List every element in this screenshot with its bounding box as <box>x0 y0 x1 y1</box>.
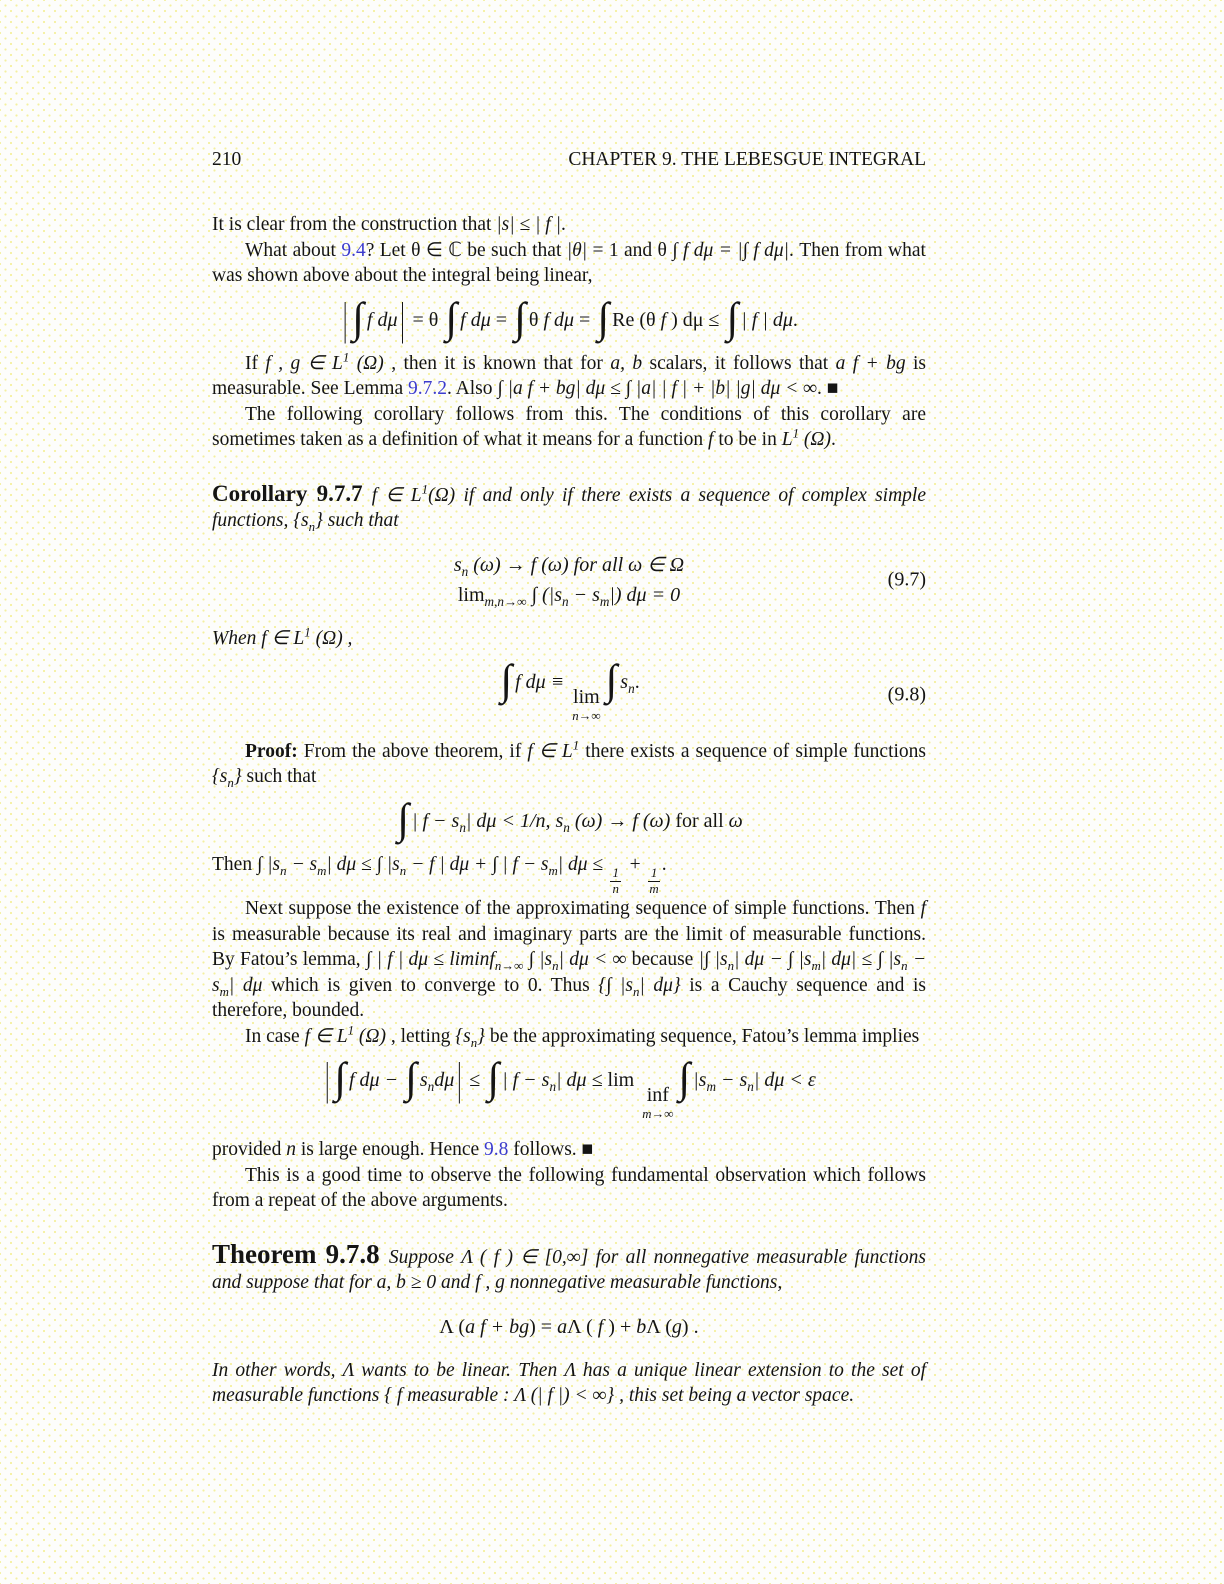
text-run: The following corollary follows from this. The conditions of this corollary are sometimes taken as a definition of what it means for a function <box>212 403 926 450</box>
ref-link-9.7.2[interactable]: 9.7.2 <box>408 378 447 399</box>
text-run: ? Let θ ∈ ℂ be such that <box>365 239 567 261</box>
text-run: ∫ |s <box>523 949 553 971</box>
text-run: lim <box>607 1069 640 1092</box>
text-run: } <box>233 766 242 788</box>
paragraph <box>212 1137 926 1163</box>
text-run: From the above theorem, if <box>303 740 528 762</box>
text-run: {∫ |s <box>598 974 633 996</box>
text-run: |θ| <box>566 239 593 261</box>
text-run: a, b <box>610 352 643 374</box>
text-run: . <box>830 429 836 450</box>
text-run: ∫ | f | dμ ≤ liminf <box>365 949 495 971</box>
text-run: (Ω) if and only if there exists a sequence of complex simple functions, {s <box>212 484 926 531</box>
text-run: | f − s <box>502 1069 550 1092</box>
norm-bar: | <box>400 294 405 345</box>
text-run: , letting <box>385 1025 456 1047</box>
text-run: f <box>660 308 672 331</box>
text-run: Theorem 9.7.8 <box>212 1238 389 1269</box>
equation-content <box>322 1055 816 1122</box>
text-run: dμ <box>434 1069 455 1092</box>
page-content <box>212 212 926 1409</box>
text-run: Suppose <box>388 1246 462 1268</box>
text-run: Λ ( <box>646 1315 672 1338</box>
text-run: be the approximating sequence, Fatou’s lemma implies <box>484 1025 920 1047</box>
text-run: ) . <box>681 1315 699 1338</box>
text-run: (ω) → f (ω) for all ω ∈ Ω <box>468 553 685 576</box>
limit-bound: m→∞ <box>642 1107 674 1122</box>
ref-link-9.8[interactable]: 9.8 <box>484 1139 509 1161</box>
text-run: s <box>453 553 462 576</box>
text-run: m <box>599 593 610 609</box>
text-run: ∫ |s <box>256 853 281 875</box>
text-run: |s| ≤ | f | <box>496 214 561 235</box>
text-run: ≤ <box>464 1069 486 1092</box>
text-run: When f ∈ L <box>212 627 305 649</box>
text-run: Λ ( <box>439 1315 466 1338</box>
text-run: a <box>557 1315 568 1338</box>
denominator: n <box>612 881 619 896</box>
text-run: n→∞ <box>494 959 524 974</box>
text-run: 1 <box>792 426 799 441</box>
text-run: | f − s <box>411 809 460 832</box>
numerator: 1 <box>648 866 659 882</box>
limit-operator <box>642 1085 673 1121</box>
text-run: |) dμ = 0 <box>609 583 681 606</box>
equation-content <box>454 550 684 610</box>
paragraph <box>212 1024 926 1050</box>
text-run: f ∈ L <box>371 484 422 506</box>
text-run: n <box>227 776 234 791</box>
text-run: . <box>560 214 566 235</box>
text-run: f dμ <box>543 308 575 331</box>
paragraph <box>212 626 926 652</box>
text-run: (Ω) , <box>310 627 353 649</box>
text-run: n <box>470 1035 478 1050</box>
text-run: |s <box>693 1069 707 1092</box>
text-run: f dμ <box>366 308 398 331</box>
text-run: } such that <box>315 510 399 531</box>
text-run: f <box>920 898 926 920</box>
text-run: Then <box>212 853 257 875</box>
text-run: 1 <box>572 738 580 753</box>
text-run: | dμ} <box>639 974 681 996</box>
text-run: = <box>490 308 513 331</box>
text-run: is measurable. See Lemma <box>212 352 927 399</box>
paragraph <box>212 896 926 1024</box>
display-equation <box>212 1055 926 1122</box>
text-run: s <box>620 671 629 693</box>
text-run: ) = <box>529 1315 558 1338</box>
fraction <box>648 866 659 897</box>
text-run: . <box>661 853 667 875</box>
paragraph <box>212 481 926 534</box>
text-run: n <box>632 984 640 999</box>
paragraph <box>212 852 926 897</box>
text-run: lim <box>457 583 485 606</box>
text-run: m <box>317 863 327 878</box>
text-run: | dμ ≤ ∫ |s <box>326 853 400 875</box>
text-run: f dμ ≡ <box>515 671 570 693</box>
text-run: In other words, Λ wants to be linear. Then Λ has a unique linear extension to the set of measurable functions { f measurable : Λ (| f |) < ∞} , this set being a vector space. <box>212 1359 926 1407</box>
text-run: because <box>626 949 699 971</box>
text-run: This is a good time to observe the following fundamental observation which follows from a repeat of the above arguments. <box>212 1164 926 1212</box>
equation-line: ∫ f dμ ≡ lim n→∞ ∫ $s_n$. <box>500 657 640 723</box>
text-run: n <box>399 863 407 878</box>
text-run: | dμ < 1/n, s <box>465 809 564 832</box>
display-equation <box>212 550 926 610</box>
text-run: n <box>461 563 469 579</box>
text-run: m <box>811 959 821 974</box>
equation-line: | ∫ f dμ − ∫ $s_nd\mu$ | ≤ ∫ | $f - s_n|$ dμ ≤ lim inf m→∞ ∫ $|s_m - s_n|$ dμ < ε <box>322 1065 816 1121</box>
text-run: . <box>792 308 798 331</box>
text-run: a f + bg <box>465 1315 530 1338</box>
text-run: f <box>592 1315 609 1338</box>
text-run: = 1 and θ <box>592 239 673 261</box>
equation-line: | ∫ f dμ | = θ ∫ f dμ = ∫ θ f dμ = ∫ Re (θ f ) dμ ≤ ∫ | f | dμ. <box>340 305 798 335</box>
text-run: | dμ ≤ <box>556 1069 608 1092</box>
text-run: | dμ < ∞ <box>558 949 627 971</box>
text-run: to be in <box>713 429 782 450</box>
text-run: − s <box>212 949 926 996</box>
display-equation <box>212 795 926 843</box>
text-run: {s <box>455 1025 471 1047</box>
text-run: (Ω) <box>799 429 831 450</box>
equation-content <box>395 795 743 843</box>
text-run: . Also <box>447 378 498 399</box>
equation-content <box>439 1312 698 1342</box>
text-run: (Ω) <box>349 352 384 374</box>
fraction <box>610 866 621 897</box>
text-run: ) + <box>608 1315 637 1338</box>
text-run: | dμ − ∫ |s <box>734 949 812 971</box>
text-run: for all <box>675 809 729 832</box>
text-run: , then it is known that for <box>383 352 611 374</box>
paragraph <box>212 402 926 453</box>
text-run: Next suppose the existence of the approximating sequence of simple functions. Then <box>245 898 921 920</box>
text-run: 1 <box>347 1023 354 1038</box>
text-run: ∫ |a f + bg| dμ ≤ ∫ |a| | f | + |b| |g| dμ < ∞ <box>497 378 818 399</box>
text-run: | dμ <box>228 974 263 996</box>
paragraph <box>212 1238 926 1296</box>
text-run: n <box>286 1139 296 1161</box>
text-run: for all nonnegative measurable functions and suppose that for a, b ≥ 0 and f , g nonnegative measurable functions, <box>212 1246 926 1294</box>
limit-operator <box>572 687 600 723</box>
text-run: n <box>747 1079 754 1095</box>
text-run: m,n→∞ <box>484 593 527 609</box>
text-run: follows. ■ <box>508 1139 594 1161</box>
text-run: − s <box>715 1069 748 1092</box>
text-run: | dμ| ≤ ∫ |s <box>820 949 902 971</box>
text-run: n <box>561 593 569 609</box>
text-run: {s <box>212 766 228 788</box>
text-run: ω <box>728 809 743 832</box>
paragraph <box>212 1358 926 1409</box>
text-run: b <box>636 1315 647 1338</box>
text-run: Corollary 9.7.7 <box>212 480 372 506</box>
text-run: (Ω) <box>354 1025 386 1047</box>
text-run: Proof: <box>245 740 304 762</box>
text-run: Λ ( f ) ∈ [0,∞] <box>461 1246 589 1268</box>
denominator: m <box>649 881 659 896</box>
text-run: f dμ − <box>349 1069 404 1092</box>
text-run: θ <box>528 308 544 331</box>
text-run: . <box>634 671 640 693</box>
text-run: ∫ (|s <box>526 583 562 606</box>
text-run: there exists a sequence of simple functions <box>579 740 926 762</box>
text-run: ) dμ ≤ <box>671 308 725 331</box>
text-run: n <box>427 1079 435 1095</box>
text-run: In case <box>245 1025 305 1047</box>
equation-line: ∫ | $f - s_n|$ dμ < 1/n, $s_n$ (ω) → f (ω) for all ω <box>397 795 743 843</box>
limit-word: lim <box>573 686 600 708</box>
ref-link-9.4[interactable]: 9.4 <box>341 239 366 261</box>
chapter-title: CHAPTER 9. THE LEBESGUE INTEGRAL <box>568 149 926 170</box>
text-run: n <box>459 819 466 835</box>
text-run: such that <box>241 766 317 788</box>
text-run: Re (θ <box>612 308 661 331</box>
text-run: provided <box>212 1139 287 1161</box>
text-run: f dμ <box>460 308 491 331</box>
text-run: 1 <box>342 350 350 364</box>
page-number: 210 <box>212 149 242 170</box>
text-run: n <box>901 959 908 974</box>
equation-number: (9.7) <box>887 567 926 590</box>
text-run: It is clear from the construction that <box>212 214 497 235</box>
text-run: m <box>219 984 229 999</box>
text-run: = θ <box>407 308 444 331</box>
text-run: g <box>671 1315 682 1338</box>
paragraph <box>212 351 926 402</box>
text-run: n <box>628 681 635 696</box>
text-run: m <box>706 1079 716 1095</box>
paragraph <box>212 212 926 238</box>
text-run: | dμ ≤ <box>557 853 608 875</box>
norm-bar: | <box>325 1055 330 1106</box>
paragraph <box>212 739 926 790</box>
text-run: 1 <box>304 625 311 639</box>
text-run: . Then from what was shown above about the integral being linear, <box>212 239 926 286</box>
text-run: f , g ∈ L <box>265 352 343 374</box>
text-run: a f + bg <box>835 352 906 374</box>
equation-content <box>498 657 640 723</box>
text-run: (ω) → f (ω) <box>569 809 676 832</box>
norm-bar: | <box>457 1055 462 1106</box>
text-run: L <box>781 429 793 450</box>
text-run: = <box>574 308 596 331</box>
text-run: Λ ( <box>567 1315 593 1338</box>
text-run: f ∈ L <box>304 1025 348 1047</box>
text-run: n <box>552 959 559 974</box>
text-run: f ∈ L <box>527 740 573 762</box>
text-run: n <box>727 959 734 974</box>
equation-line <box>439 1312 698 1342</box>
text-run: − s <box>286 853 318 875</box>
text-run: 1 <box>421 482 429 496</box>
text-run: f <box>708 429 714 450</box>
text-run: scalars, it follows that <box>642 352 836 374</box>
display-equation <box>212 657 926 723</box>
display-equation <box>212 1312 926 1342</box>
text-run: − f | dμ + ∫ | f − s <box>406 853 549 875</box>
document-body <box>212 148 926 1409</box>
text-run: n <box>549 1079 557 1095</box>
paragraph <box>212 238 926 289</box>
text-run: is a Cauchy sequence and is therefore, bounded. <box>212 974 926 1022</box>
text-run: What about <box>245 239 342 261</box>
text-run: which is given to converge to 0. Thus <box>262 974 599 996</box>
numerator: 1 <box>610 866 621 882</box>
text-run: is measurable because its real and imaginary parts are the limit of measurable functions. By Fatou’s lemma, <box>212 923 926 971</box>
text-run: If <box>245 352 266 374</box>
text-run: | dμ < ε <box>753 1069 816 1092</box>
limit-bound: n→∞ <box>572 709 601 723</box>
text-run: n <box>563 819 570 835</box>
equation-number: (9.8) <box>887 683 926 706</box>
text-run: s <box>419 1069 428 1092</box>
paragraph <box>212 1163 926 1214</box>
text-run: − s <box>568 583 600 606</box>
text-run: n <box>308 519 316 534</box>
text-run: n <box>280 863 287 878</box>
display-equation <box>212 294 926 345</box>
text-run: | f | dμ <box>741 308 793 331</box>
text-run: + <box>623 853 647 875</box>
equation-line <box>458 580 680 610</box>
norm-bar: | <box>343 294 348 345</box>
equation-line <box>454 550 684 580</box>
text-run: . ■ <box>817 378 839 399</box>
text-run: m <box>548 863 558 878</box>
limit-word: inf <box>646 1084 669 1107</box>
text-run: ∫ f dμ = |∫ f dμ| <box>672 239 790 261</box>
page-header <box>212 148 926 172</box>
text-run: |∫ |s <box>698 949 728 971</box>
text-run: is large enough. Hence <box>295 1139 485 1161</box>
text-run: } <box>477 1025 485 1047</box>
equation-content <box>340 294 798 345</box>
